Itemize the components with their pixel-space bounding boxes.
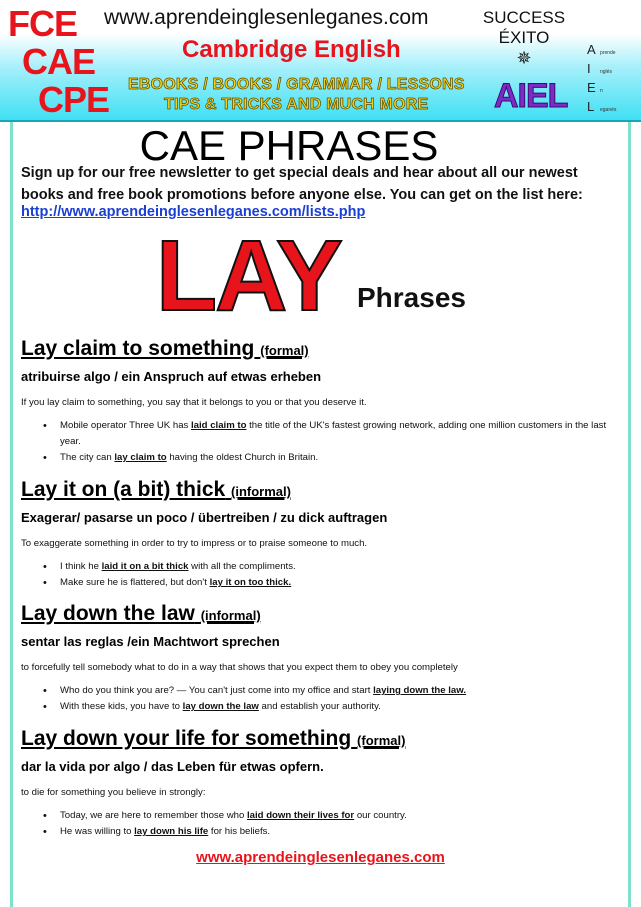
success-label: SUCCESS [482,8,566,27]
phrase-heading [21,477,621,505]
example-item: • Make sure he is flattered, but don't lay it on too thick. [43,575,621,591]
phrase-definition: to die for something you believe in strongly: [21,787,206,798]
aiel-acrostic [587,42,641,118]
example-list [43,683,621,715]
lay-heading: LAY [156,220,341,332]
phrase-translation: dar la vida por algo / das Leben für etwas opfern. [21,759,324,774]
phrase-translation: Exagerar/ pasarse un poco / übertreiben / zu dick auftragen [21,510,388,525]
example-list [43,808,621,840]
site-url[interactable]: www.aprendeinglesenleganes.com [104,6,429,29]
phrases-subheading: Phrases [357,282,466,313]
phrase-translation: sentar las reglas /ein Machtwort sprechen [21,634,280,649]
example-item: • The city can lay claim to having the oldest Church in Britain. [43,450,621,466]
acrostic-row [587,99,641,118]
acrostic-word: nglés [600,69,612,75]
brand-title: Cambridge English [182,36,401,63]
example-list [43,559,621,591]
phrase-translation: atribuirse algo / ein Anspruch auf etwas erheben [21,369,322,384]
phrase-title: Lay down your life for something [21,727,352,750]
phrase-heading [21,726,621,754]
acrostic-row [587,42,641,61]
register-tag: (informal) [231,484,291,499]
aiel-logo: AIEL [494,77,568,115]
register-tag: (informal) [200,608,261,623]
acrostic-row [587,80,641,99]
acrostic-letter: A [587,42,596,57]
exam-cpe: CPE [38,79,110,120]
example-list [43,418,621,466]
newsletter-intro: Sign up for our free newsletter to get special deals and hear about all our newest books and free book promotions before anyone else. You can get on the list here: [21,165,583,203]
phrase-section-lay-it-on [21,477,621,591]
newsletter-link[interactable]: http://www.aprendeinglesenleganes.com/lists.php [21,204,366,220]
phrase-section-lay-down-life [21,726,621,840]
promo-line-1: EBOOKS / BOOKS / GRAMMAR / LESSONS [128,76,465,93]
phrase-definition: to forcefully tell somebody what to do in a way that shows that you expect them to obey you completely [21,662,458,673]
phrase-title: Lay it on (a bit) thick [21,478,226,501]
acrostic-word: n [600,88,603,94]
document-title: CAE PHRASES [139,122,439,169]
phrase-definition: To exaggerate something in order to try to impress or to praise someone to much. [21,538,368,549]
sun-icon: ✵ [516,48,532,68]
acrostic-word: eganés [600,107,617,113]
example-item: • He was willing to lay down his life for his beliefs. [43,824,621,840]
success-box [476,8,572,68]
phrase-title: Lay claim to something [21,337,255,360]
example-item: • With these kids, you have to lay down the law and establish your authority. [43,699,621,715]
register-tag: (formal) [260,343,309,358]
phrase-title: Lay down the law [21,602,195,625]
phrase-section-lay-down-law [21,601,621,715]
phrase-heading [21,601,621,629]
acrostic-letter: E [587,80,596,95]
footer-site-link[interactable]: www.aprendeinglesenleganes.com [196,849,445,866]
header-banner [0,0,641,122]
acrostic-word: prende [600,50,616,56]
acrostic-letter: L [587,99,595,114]
example-item: • Who do you think you are? — You can't just come into my office and start laying down the law. [43,683,621,699]
phrase-definition: If you lay claim to something, you say that it belongs to you or that you deserve it. [21,397,367,408]
phrase-heading [21,336,621,364]
exito-label: ÉXITO [498,28,550,47]
register-tag: (formal) [357,733,406,748]
exam-fce: FCE [8,3,77,44]
exam-cae: CAE [22,41,96,82]
example-item: • Today, we are here to remember those who laid down their lives for our country. [43,808,621,824]
promo-line-2: TIPS & TRICKS AND MUCH MORE [164,96,429,113]
acrostic-row [587,61,641,80]
phrase-section-lay-claim [21,336,621,466]
example-item: • I think he laid it on a bit thick with all the compliments. [43,559,621,575]
example-item: • Mobile operator Three UK has laid claim to the title of the UK's fastest growing network, adding one million customers in the last year. [43,418,621,450]
acrostic-letter: I [587,61,591,76]
